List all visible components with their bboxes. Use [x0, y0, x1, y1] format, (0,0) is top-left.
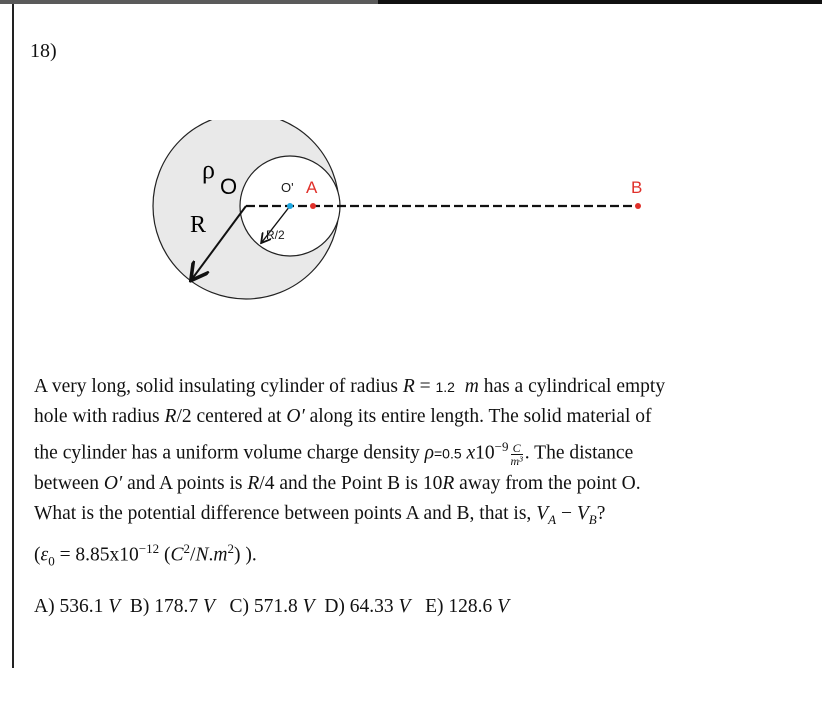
point-B-label: B	[631, 178, 643, 197]
cylinder-diagram	[150, 120, 670, 310]
outer-center-label: O	[220, 174, 238, 199]
charge-density-unit: $\frac{C}{\text{m³}}$	[510, 440, 523, 468]
inner-center-label: O'	[281, 180, 294, 195]
problem-line-2: hole with radius R/2 centered at O′ along its entire length. The solid material of	[34, 406, 652, 427]
problem-statement	[34, 372, 774, 577]
left-margin-rule	[12, 4, 14, 668]
answer-choices	[34, 596, 509, 618]
choice-b: B) 178.7 V	[129, 596, 215, 617]
point-O-prime-dot	[287, 203, 293, 209]
question-number: 18)	[30, 40, 57, 62]
cylinder-figure	[150, 120, 670, 310]
choice-c: C) 571.8 V	[229, 596, 315, 617]
top-border-right	[378, 0, 822, 4]
problem-line-3: the cylinder has a uniform volume charge density ρ=0.5 $x10^{-9}$ $\frac{C}{\text{m³}}$ . The distance	[34, 439, 634, 468]
half-radius-label: R/2	[266, 228, 285, 242]
point-B-dot	[635, 203, 641, 209]
point-A-dot	[310, 203, 316, 209]
point-A-label: A	[306, 178, 318, 197]
choice-e: E) 128.6 V	[425, 596, 510, 617]
problem-line-1: A very long, solid insulating cylinder of radius R = 1.2 m has a cylindrical empty	[34, 376, 666, 397]
choice-a: A) 536.1 V	[34, 596, 121, 617]
problem-line-5: What is the potential difference between points A and B, that is, $V_A - V_B$?	[34, 502, 606, 527]
problem-line-4: between O′ and A points is R/4 and the Point B is 10R away from the point O.	[34, 472, 641, 494]
R-label: R	[190, 212, 207, 238]
top-border-left	[0, 0, 378, 4]
choice-d: D) 64.33 V	[324, 596, 411, 617]
rho-label: ρ	[202, 155, 215, 184]
problem-line-6: ($\varepsilon_0 = 8.85x10^{-12}$ $(C^2/N.m^2)$ ).	[34, 541, 257, 569]
